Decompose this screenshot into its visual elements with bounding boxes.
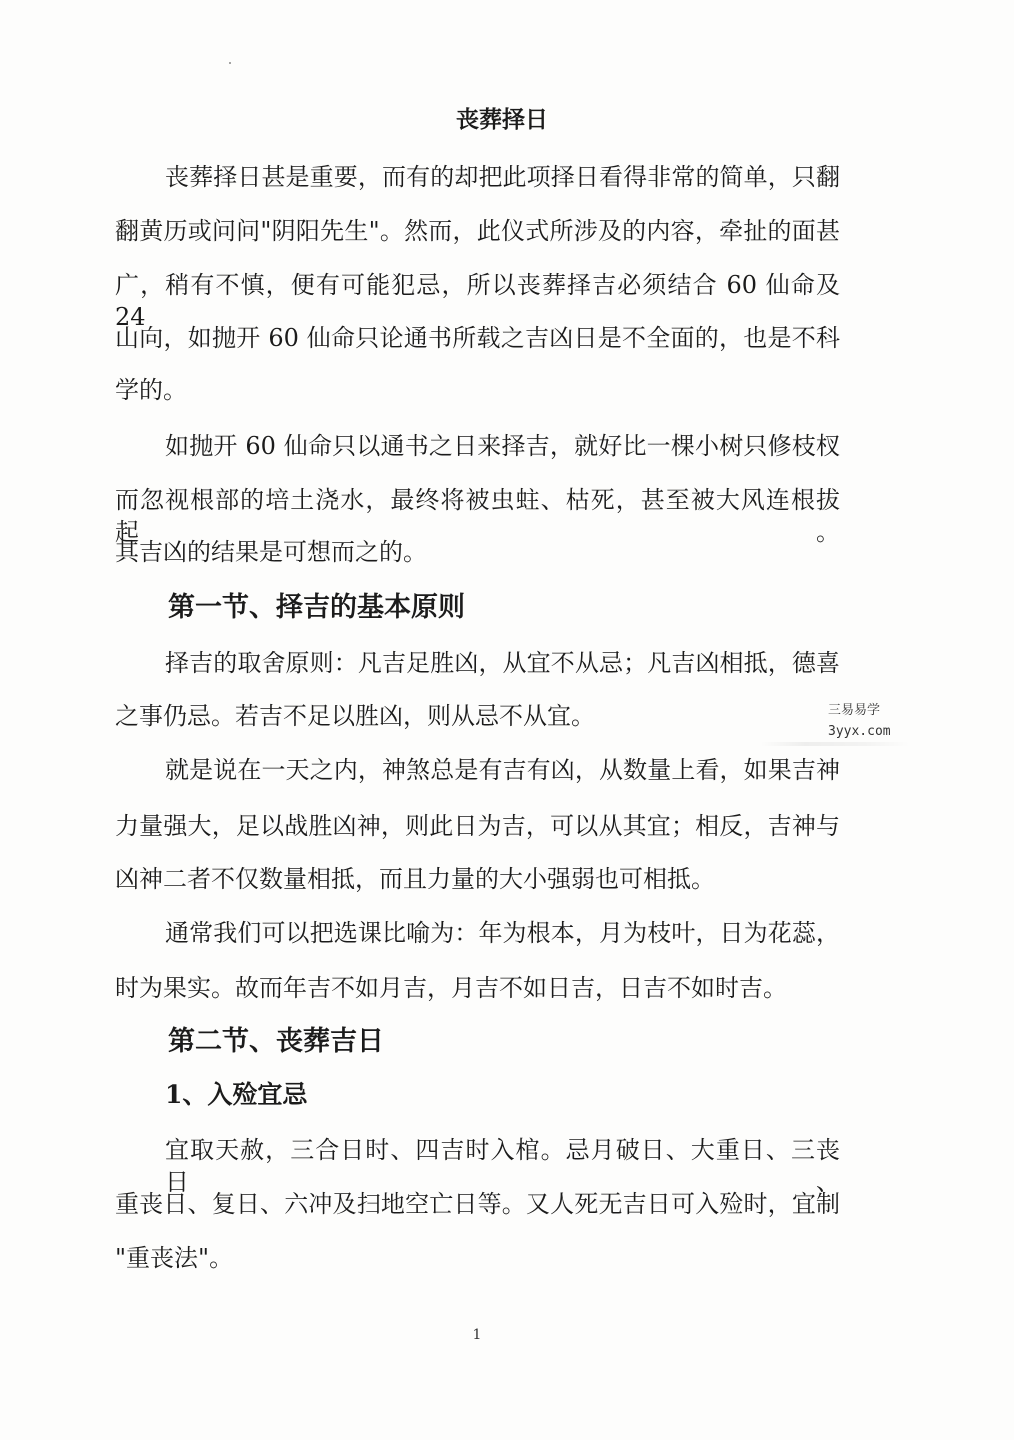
section-heading: 第一节、择吉的基本原则 xyxy=(168,592,465,623)
watermark-site: 3yyx.com xyxy=(828,724,891,739)
paragraph-line: 如抛开 60 仙命只以通书之日来择吉，就好比一棵小树只修枝杈 xyxy=(165,432,840,460)
paragraph-line: 广，稍有不慎，便有可能犯忌，所以丧葬择吉必须结合 60 仙命及 24 xyxy=(115,271,840,331)
subsection-heading: 1、入殓宜忌 xyxy=(165,1080,308,1109)
paragraph-line: 重丧日、复日、六冲及扫地空亡日等。又人死无吉日可入殓时，宜制 xyxy=(115,1190,840,1218)
watermark-name: 三易易学 xyxy=(828,703,881,718)
paragraph-line: 其吉凶的结果是可想而之的。 xyxy=(115,538,427,566)
paragraph-line: 山向，如抛开 60 仙命只论通书所载之吉凶日是不全面的，也是不科 xyxy=(115,324,840,352)
paragraph-line: 就是说在一天之内，神煞总是有吉有凶，从数量上看，如果吉神 xyxy=(165,756,840,784)
page-number: 1 xyxy=(472,1327,482,1343)
paragraph-line: "重丧法"。 xyxy=(115,1244,234,1272)
paragraph-line: 时为果实。故而年吉不如月吉，月吉不如日吉，日吉不如时吉。 xyxy=(115,974,787,1002)
document-title: 丧葬择日 xyxy=(456,106,548,133)
scan-shade xyxy=(760,742,910,746)
paragraph-line: 学的。 xyxy=(115,376,187,404)
paragraph-line: 宜取天赦，三合日时、四吉时入棺。忌月破日、大重日、三丧日、 xyxy=(165,1136,840,1196)
paragraph-line: 而忽视根部的培土浇水，最终将被虫蛀、枯死，甚至被大风连根拔起。 xyxy=(115,486,840,546)
paragraph-line: 之事仍忌。若吉不足以胜凶，则从忌不从宜。 xyxy=(115,702,595,730)
paragraph-line: 择吉的取舍原则：凡吉足胜凶，从宜不从忌；凡吉凶相抵，德喜 xyxy=(165,649,840,677)
paragraph-line: 力量强大，足以战胜凶神，则此日为吉，可以从其宜；相反，吉神与 xyxy=(115,812,840,840)
paragraph-line: 通常我们可以把选课比喻为：年为根本，月为枝叶，日为花蕊， xyxy=(165,919,840,947)
paragraph-line: 凶神二者不仅数量相抵，而且力量的大小强弱也可相抵。 xyxy=(115,865,715,893)
paragraph-line: 翻黄历或问问"阴阳先生"。然而，此仪式所涉及的内容，牵扯的面甚 xyxy=(115,217,840,245)
paragraph-line: 丧葬择日甚是重要，而有的却把此项择日看得非常的简单，只翻 xyxy=(165,163,840,191)
scan-speck xyxy=(229,62,231,64)
section-heading: 第二节、丧葬吉日 xyxy=(168,1026,384,1057)
